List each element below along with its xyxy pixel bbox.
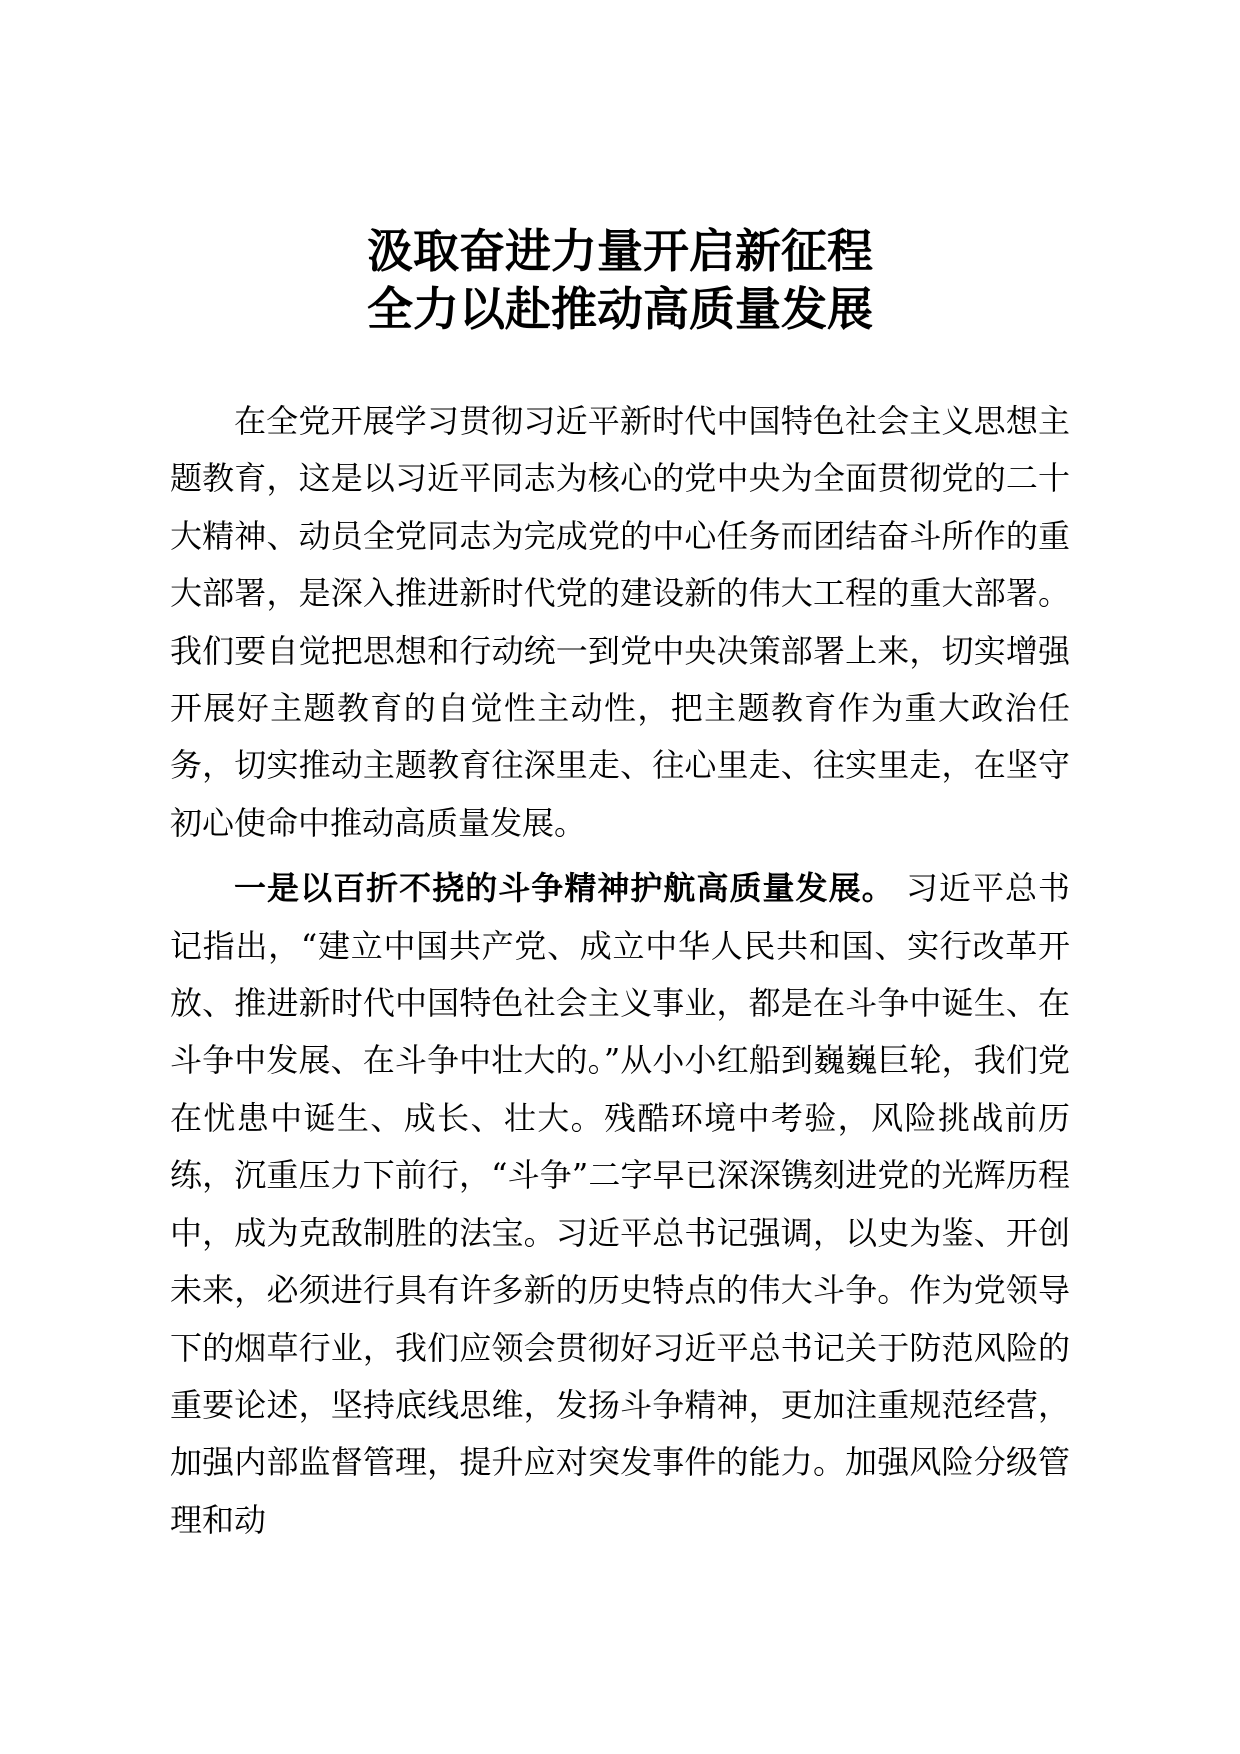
- title-line-1: 汲取奋进力量开启新征程: [367, 224, 873, 278]
- paragraph-intro: [170, 393, 1070, 852]
- paragraph-text: 习近平总书记指出，“建立中国共产党、成立中华人民共和国、实行改革开放、推进新时代中国特色社会主义事业，都是在斗争中诞生、在斗争中发展、在斗争中壮大的。”从小小红船到巍巍巨轮，我们党在忧患中诞生、成长、壮大。残酷环境中考验，风险挑战前历练，沉重压力下前行，“斗争”二字早已深深镌刻进党的光辉历程中，成为克敌制胜的法宝。习近平总书记强调，以史为鉴、开创未来，必须进行具有许多新的历史特点的伟大斗争。作为党领导下的烟草行业，我们应领会贯彻好习近平总书记关于防范风险的重要论述，坚持底线思维，发扬斗争精神，更加注重规范经营，加强内部监督管理，提升应对突发事件的能力。加强风险分级管理和动: [170, 869, 1070, 1539]
- paragraph-text: 在全党开展学习贯彻习近平新时代中国特色社会主义思想主题教育，这是以习近平同志为核心的党中央为全面贯彻党的二十大精神、动员全党同志为完成党的中心任务而团结奋斗所作的重大部署，是深入推进新时代党的建设新的伟大工程的重大部署。我们要自觉把思想和行动统一到党中央决策部署上来，切实增强开展好主题教育的自觉性主动性，把主题教育作为重大政治任务，切实推动主题教育往深里走、往心里走、往实里走，在坚守初心使命中推动高质量发展。: [170, 402, 1070, 842]
- paragraph-lead-heading: 一是以百折不挠的斗争精神护航高质量发展。: [234, 869, 895, 908]
- paragraph-point-one: [170, 860, 1070, 1549]
- document-body: [170, 393, 1070, 1549]
- document-title: [170, 222, 1070, 338]
- title-line-2: 全力以赴推动高质量发展: [367, 282, 873, 336]
